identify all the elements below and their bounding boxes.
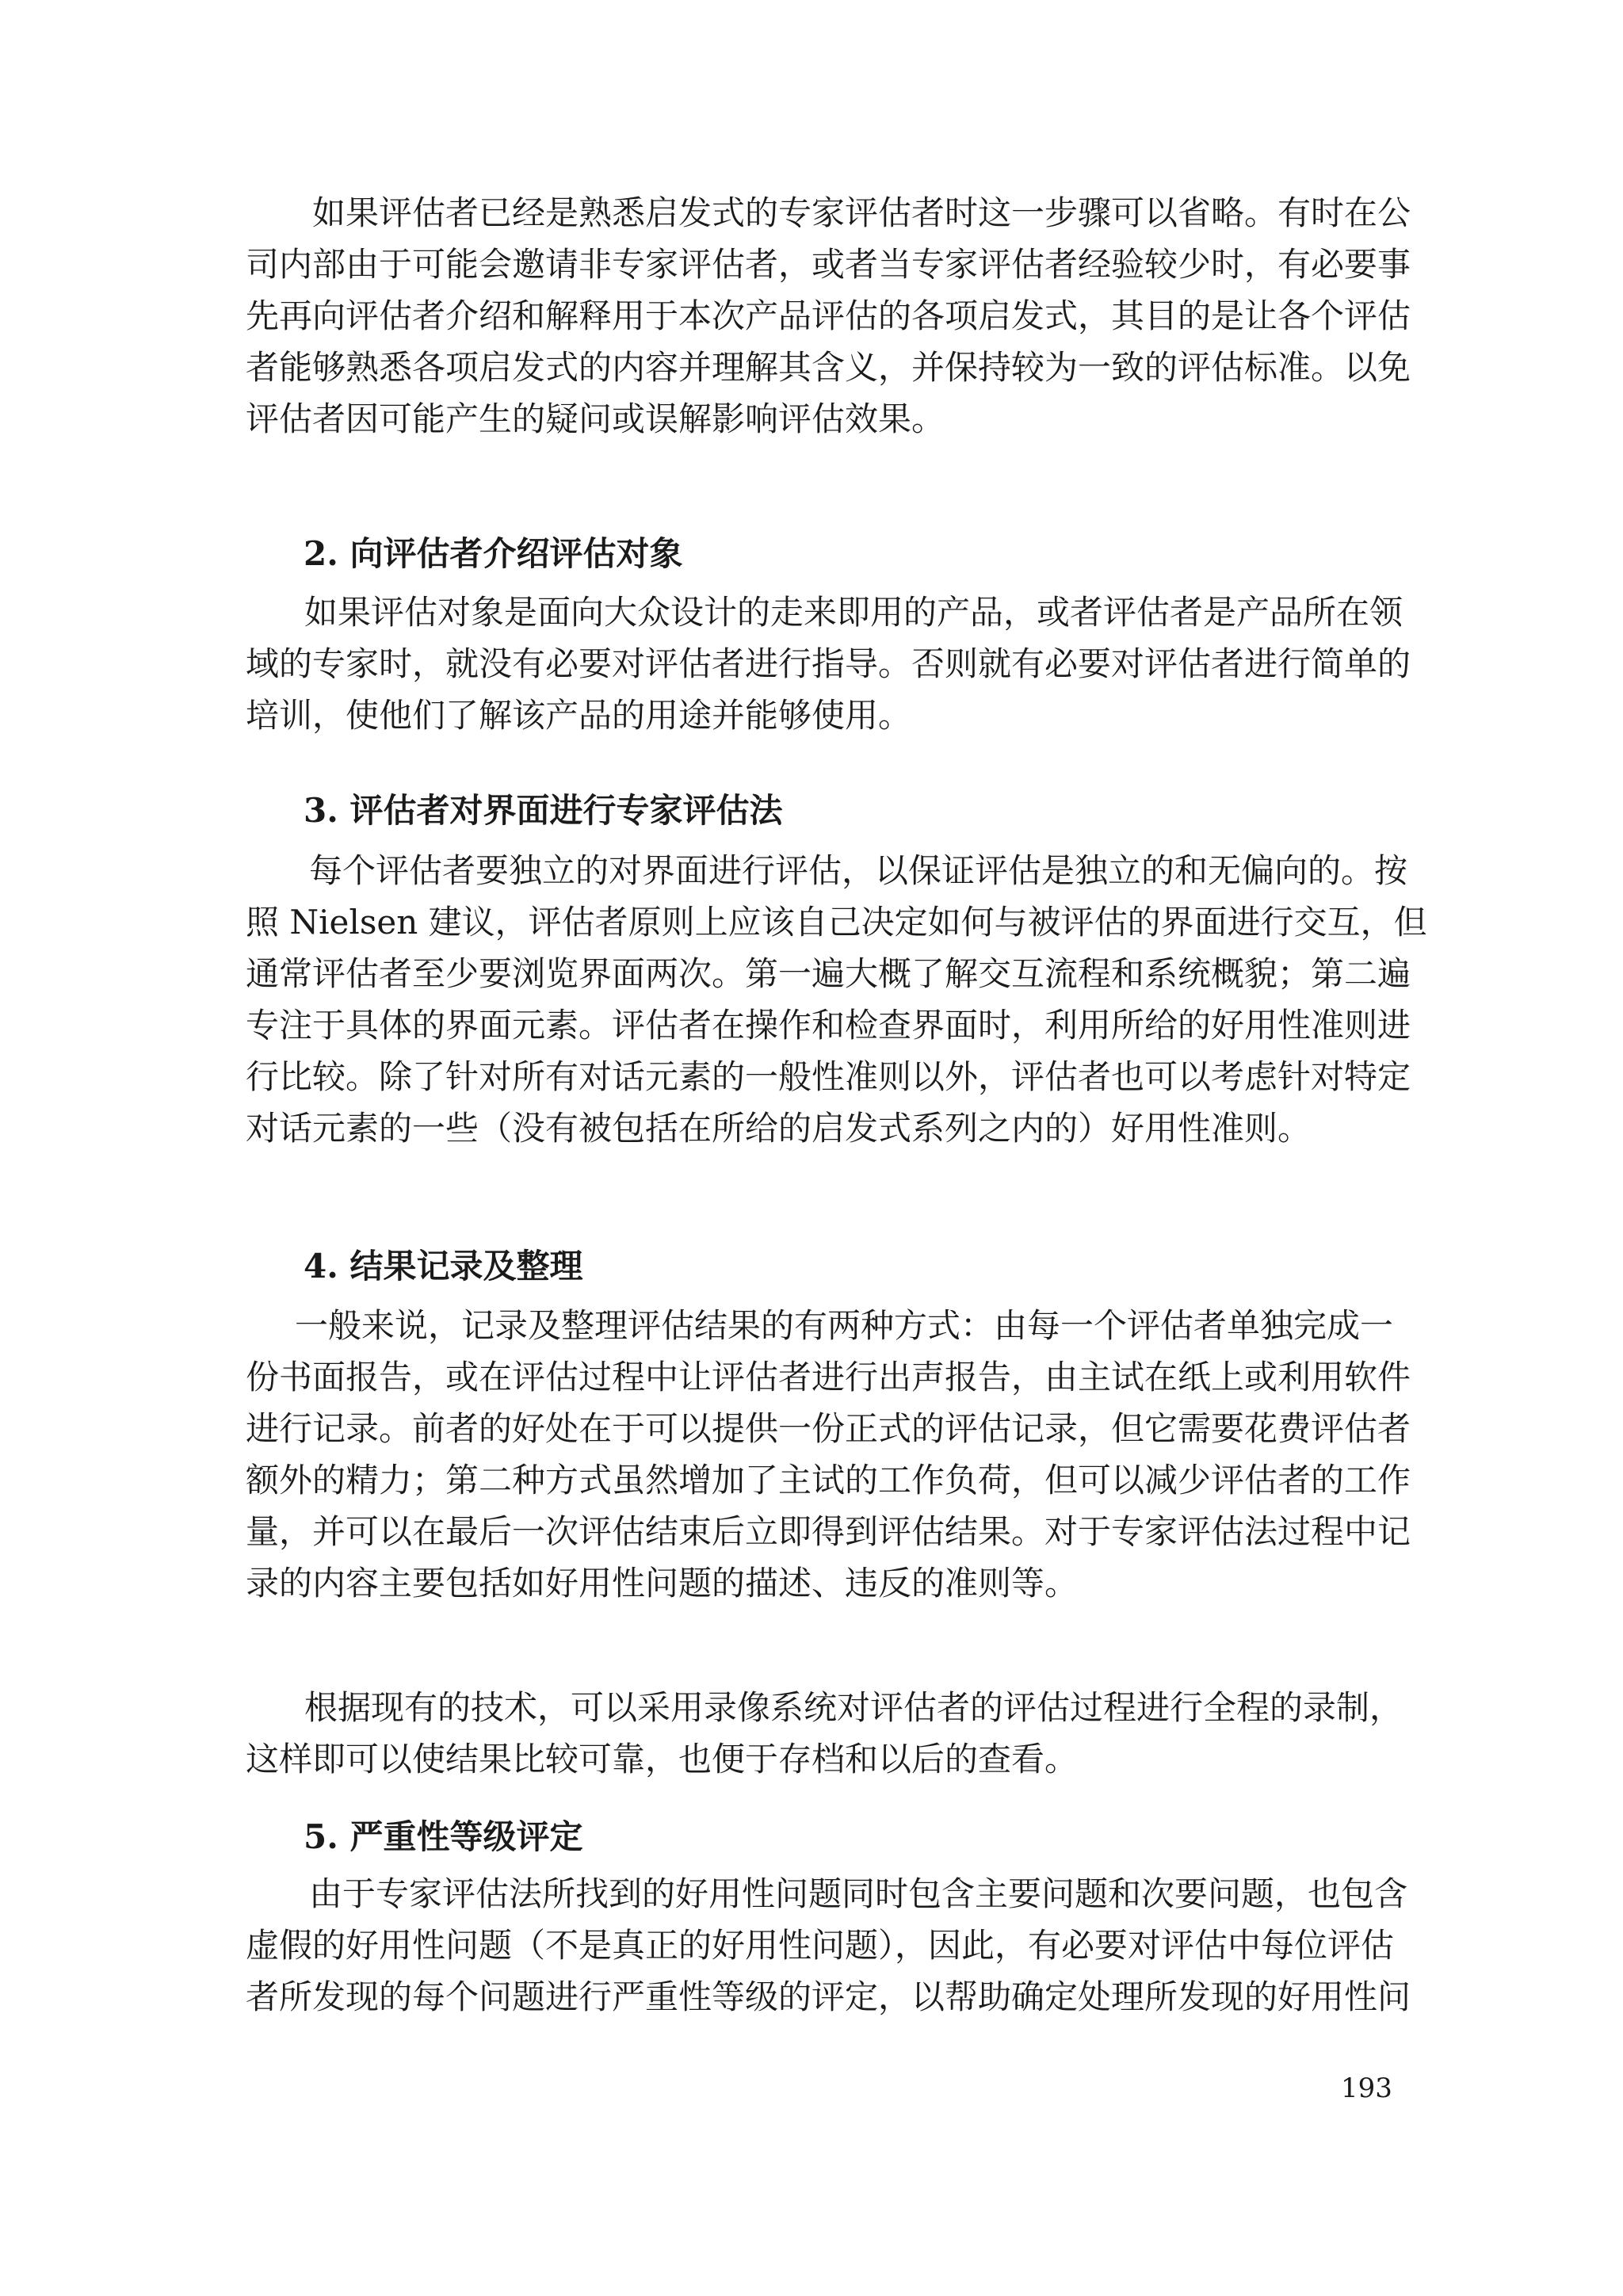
text-line: 如果评估对象是面向大众设计的走来即用的产品，或者评估者是产品所在领 [304, 593, 1403, 632]
text-line: 对话元素的一些（没有被包括在所给的启发式系列之内的）好用性准则。 [246, 1109, 1312, 1148]
text-line: 培训，使他们了解该产品的用途并能够使用。 [246, 696, 912, 735]
text-line: 通常评估者至少要浏览界面两次。第一遍大概了解交互流程和系统概貌；第二遍 [246, 954, 1411, 993]
section-heading-3: 3. 评估者对界面进行专家评估法 [304, 791, 783, 830]
paragraph-record-results [246, 1300, 1411, 1609]
text-line: 者所发现的每个问题进行严重性等级的评定，以帮助确定处理所发现的好用性问 [246, 1977, 1411, 2016]
text-line: 根据现有的技术，可以采用录像系统对评估者的评估过程进行全程的录制， [304, 1688, 1403, 1727]
text-line: 这样即可以使结果比较可靠，也便于存档和以后的查看。 [246, 1740, 1079, 1778]
text-line: 每个评估者要独立的对界面进行评估，以保证评估是独立的和无偏向的。按 [309, 851, 1408, 890]
section-heading-5: 5. 严重性等级评定 [304, 1817, 583, 1856]
text-line: 如果评估者已经是熟悉启发式的专家评估者时这一步骤可以省略。有时在公 [312, 193, 1411, 232]
text-line: 进行记录。前者的好处在于可以提供一份正式的评估记录，但它需要花费评估者 [246, 1409, 1411, 1448]
text-line: 量，并可以在最后一次评估结束后立即得到评估结果。对于专家评估法过程中记 [246, 1512, 1411, 1551]
page-number: 193 [1341, 2073, 1392, 2104]
text-line: 额外的精力；第二种方式虽然增加了主试的工作负荷，但可以减少评估者的工作 [246, 1461, 1411, 1499]
text-line: 由于专家评估法所找到的好用性问题同时包含主要问题和次要问题，也包含 [309, 1874, 1408, 1913]
paragraph-video-recording [246, 1682, 1403, 1785]
text-line: 司内部由于可能会邀请非专家评估者，或者当专家评估者经验较少时，有必要事 [246, 245, 1411, 284]
text-line: 一般来说，记录及整理评估结果的有两种方式：由每一个评估者单独完成一 [295, 1306, 1394, 1345]
text-line: 照 Nielsen 建议，评估者原则上应该自己决定如何与被评估的界面进行交互，但 [246, 903, 1427, 942]
text-line: 专注于具体的界面元素。评估者在操作和检查界面时，利用所给的好用性准则进 [246, 1006, 1411, 1045]
paragraph-introduce-object [246, 586, 1411, 741]
text-line: 份书面报告，或在评估过程中让评估者进行出声报告，由主试在纸上或利用软件 [246, 1358, 1411, 1396]
text-line: 先再向评估者介绍和解释用于本次产品评估的各项启发式，其目的是让各个评估 [246, 296, 1411, 335]
paragraph-severity-rating [246, 1868, 1411, 2023]
text-line: 行比较。除了针对所有对话元素的一般性准则以外，评估者也可以考虑针对特定 [246, 1057, 1411, 1096]
section-heading-4: 4. 结果记录及整理 [304, 1247, 583, 1286]
section-heading-2: 2. 向评估者介绍评估对象 [304, 534, 683, 573]
paragraph-expert-evaluation [246, 845, 1427, 1154]
paragraph-skip-step [246, 187, 1411, 445]
text-line: 虚假的好用性问题（不是真正的好用性问题），因此，有必要对评估中每位评估 [246, 1926, 1395, 1965]
text-line: 域的专家时，就没有必要对评估者进行指导。否则就有必要对评估者进行简单的 [246, 644, 1411, 683]
text-line: 评估者因可能产生的疑问或误解影响评估效果。 [246, 399, 945, 438]
text-line: 录的内容主要包括如好用性问题的描述、违反的准则等。 [246, 1564, 1079, 1603]
text-line: 者能够熟悉各项启发式的内容并理解其含义，并保持较为一致的评估标准。以免 [246, 348, 1411, 387]
